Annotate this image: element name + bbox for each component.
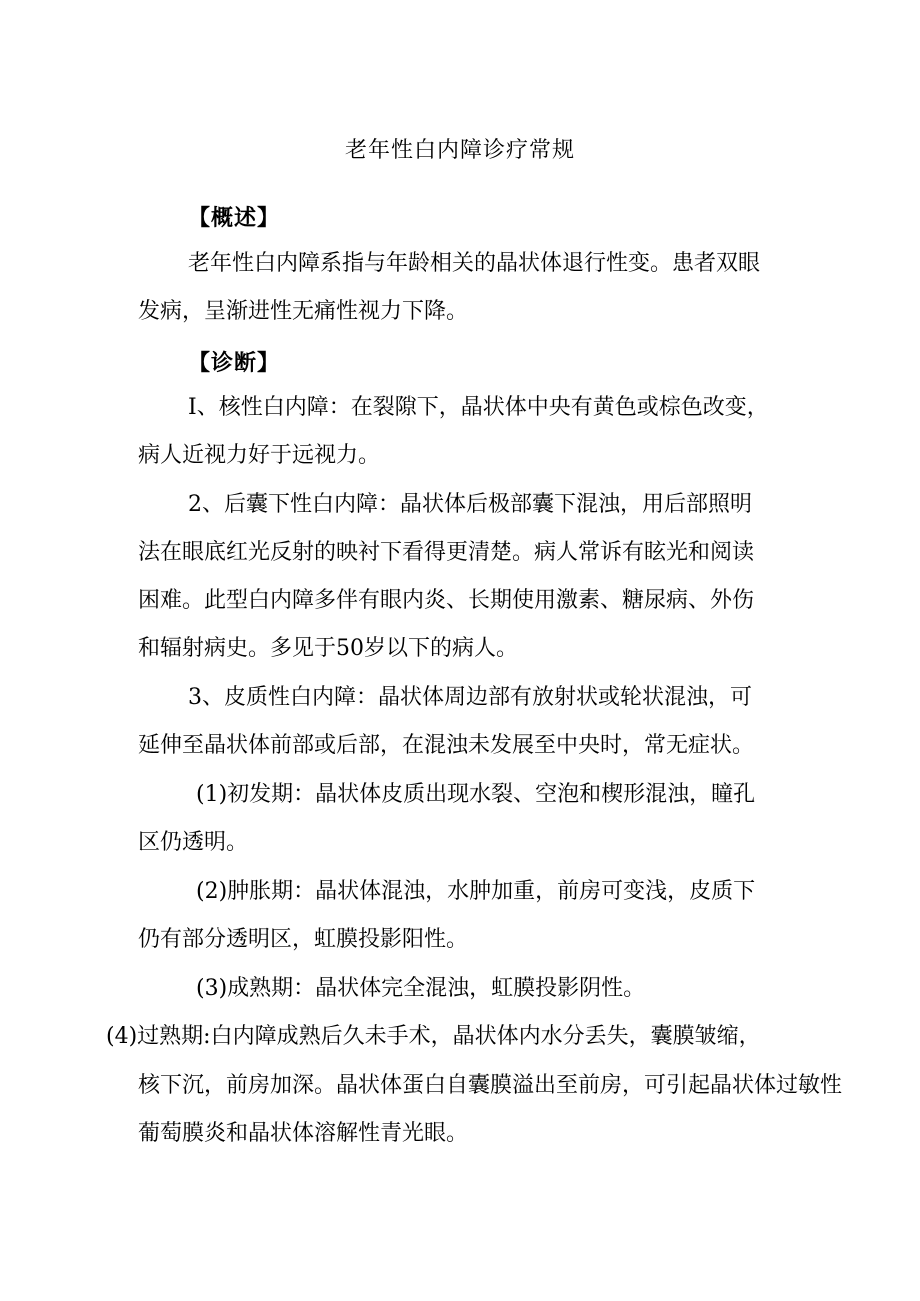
paragraph-line: 发病，呈渐进性无痛性视力下降。 xyxy=(138,299,469,324)
paragraph-line: 核下沉，前房加深。晶状体蛋白自囊膜溢出至前房，可引起晶状体过敏性 xyxy=(138,1073,843,1098)
paragraph-line: 和辐射病史。多见于50岁以下的病人。 xyxy=(138,636,518,661)
paragraph-line: 法在眼底红光反射的映衬下看得更清楚。病人常诉有眩光和阅读 xyxy=(138,540,755,565)
paragraph-line: (2)肿胀期：晶状体混浊，水肿加重，前房可变浅，皮质下 xyxy=(196,879,756,904)
paragraph-line: 仍有部分透明区，虹膜投影阳性。 xyxy=(138,927,469,952)
paragraph-line: 区仍透明。 xyxy=(138,830,249,855)
section-heading-diagnosis: 【诊断】 xyxy=(188,350,281,376)
paragraph-line: 病人近视力好于远视力。 xyxy=(138,443,381,468)
paragraph-line: (1)初发期：晶状体皮质出现水裂、空泡和楔形混浊，瞳孔 xyxy=(196,782,756,807)
paragraph-line: 2、后囊下性白内障：晶状体后极部囊下混浊，用后部照明 xyxy=(188,492,752,517)
paragraph-line: I、核性白内障：在裂隙下，晶状体中央有黄色或棕色改变， xyxy=(188,395,769,420)
paragraph-line: 困难。此型白内障多伴有眼内炎、长期使用激素、糖尿病、外伤 xyxy=(138,588,755,613)
paragraph-line: (3)成熟期：晶状体完全混浊，虹膜投影阴性。 xyxy=(196,976,646,1001)
paragraph-line: 老年性白内障系指与年龄相关的晶状体退行性变。患者双眼 xyxy=(188,251,761,276)
paragraph-line: (4)过熟期:白内障成熟后久未手术，晶状体内水分丢失，囊膜皱缩， xyxy=(106,1024,761,1049)
document-title: 老年性白内障诊疗常规 xyxy=(344,138,575,163)
paragraph-line: 延伸至晶状体前部或后部，在混浊未发展至中央时，常无症状。 xyxy=(138,733,755,758)
paragraph-line: 葡萄膜炎和晶状体溶解性青光眼。 xyxy=(138,1121,469,1146)
section-heading-overview: 【概述】 xyxy=(188,205,281,231)
paragraph-line: 3、皮质性白内障：晶状体周边部有放射状或轮状混浊，可 xyxy=(188,685,752,710)
